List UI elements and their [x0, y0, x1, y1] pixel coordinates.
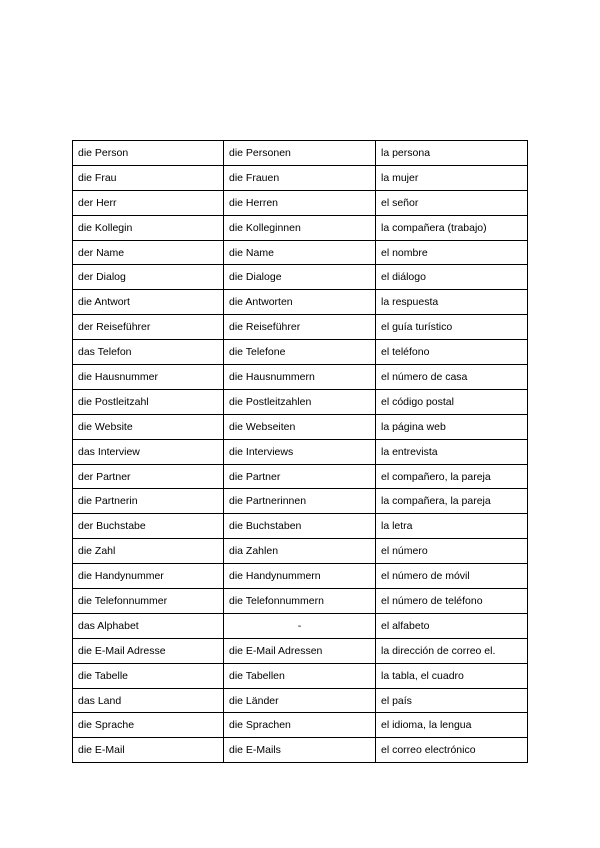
table-row [73, 489, 528, 514]
translation-cell: la dirección de correo el. [376, 638, 528, 663]
plural-cell: die Partner [224, 464, 376, 489]
plural-cell: dia Zahlen [224, 539, 376, 564]
translation-cell: la compañera, la pareja [376, 489, 528, 514]
singular-cell: die Handynummer [73, 564, 224, 589]
singular-cell: die Partnerin [73, 489, 224, 514]
translation-cell: el diálogo [376, 265, 528, 290]
translation-cell: la compañera (trabajo) [376, 215, 528, 240]
plural-cell: die Telefonnummern [224, 589, 376, 614]
singular-cell: der Herr [73, 190, 224, 215]
translation-cell: la entrevista [376, 439, 528, 464]
singular-cell: das Alphabet [73, 613, 224, 638]
translation-cell: el alfabeto [376, 613, 528, 638]
translation-cell: el guía turístico [376, 315, 528, 340]
table-row [73, 389, 528, 414]
translation-cell: la tabla, el cuadro [376, 663, 528, 688]
table-row [73, 340, 528, 365]
table-row [73, 414, 528, 439]
table-row [73, 638, 528, 663]
table-row [73, 539, 528, 564]
table-row [73, 688, 528, 713]
table-row [73, 439, 528, 464]
table-row [73, 365, 528, 390]
singular-cell: der Reiseführer [73, 315, 224, 340]
plural-cell: die Name [224, 240, 376, 265]
translation-cell: el número de móvil [376, 564, 528, 589]
translation-cell: el compañero, la pareja [376, 464, 528, 489]
plural-cell: die Sprachen [224, 713, 376, 738]
vocabulary-table-body [73, 141, 528, 763]
table-row [73, 464, 528, 489]
singular-cell: die Antwort [73, 290, 224, 315]
plural-cell: - [224, 613, 376, 638]
translation-cell: el número de casa [376, 365, 528, 390]
plural-cell: die Webseiten [224, 414, 376, 439]
singular-cell: der Partner [73, 464, 224, 489]
table-row [73, 713, 528, 738]
singular-cell: die Zahl [73, 539, 224, 564]
plural-cell: die Dialoge [224, 265, 376, 290]
translation-cell: el número de teléfono [376, 589, 528, 614]
singular-cell: der Buchstabe [73, 514, 224, 539]
singular-cell: die Person [73, 141, 224, 166]
vocabulary-table [72, 140, 528, 763]
plural-cell: die Länder [224, 688, 376, 713]
plural-cell: die E-Mail Adressen [224, 638, 376, 663]
plural-cell: die Partnerinnen [224, 489, 376, 514]
plural-cell: die Frauen [224, 165, 376, 190]
table-row [73, 265, 528, 290]
plural-cell: die Reiseführer [224, 315, 376, 340]
singular-cell: die E-Mail [73, 738, 224, 763]
table-row [73, 165, 528, 190]
plural-cell: die Personen [224, 141, 376, 166]
translation-cell: la respuesta [376, 290, 528, 315]
singular-cell: die Sprache [73, 713, 224, 738]
table-row [73, 141, 528, 166]
table-row [73, 514, 528, 539]
table-row [73, 613, 528, 638]
translation-cell: el código postal [376, 389, 528, 414]
table-row [73, 589, 528, 614]
translation-cell: el señor [376, 190, 528, 215]
translation-cell: el país [376, 688, 528, 713]
singular-cell: die Frau [73, 165, 224, 190]
singular-cell: der Name [73, 240, 224, 265]
translation-cell: el nombre [376, 240, 528, 265]
translation-cell: el teléfono [376, 340, 528, 365]
singular-cell: das Land [73, 688, 224, 713]
plural-cell: die Interviews [224, 439, 376, 464]
plural-cell: die Antworten [224, 290, 376, 315]
translation-cell: el correo electrónico [376, 738, 528, 763]
table-row [73, 290, 528, 315]
singular-cell: die Website [73, 414, 224, 439]
plural-cell: die Handynummern [224, 564, 376, 589]
plural-cell: die Telefone [224, 340, 376, 365]
singular-cell: die Telefonnummer [73, 589, 224, 614]
singular-cell: das Interview [73, 439, 224, 464]
translation-cell: la página web [376, 414, 528, 439]
translation-cell: el idioma, la lengua [376, 713, 528, 738]
table-row [73, 190, 528, 215]
singular-cell: die E-Mail Adresse [73, 638, 224, 663]
table-row [73, 315, 528, 340]
table-row [73, 663, 528, 688]
plural-cell: die Kolleginnen [224, 215, 376, 240]
singular-cell: das Telefon [73, 340, 224, 365]
table-row [73, 240, 528, 265]
singular-cell: die Hausnummer [73, 365, 224, 390]
singular-cell: der Dialog [73, 265, 224, 290]
translation-cell: la persona [376, 141, 528, 166]
plural-cell: die Tabellen [224, 663, 376, 688]
plural-cell: die Postleitzahlen [224, 389, 376, 414]
plural-cell: die Buchstaben [224, 514, 376, 539]
plural-cell: die Hausnummern [224, 365, 376, 390]
singular-cell: die Postleitzahl [73, 389, 224, 414]
translation-cell: el número [376, 539, 528, 564]
table-row [73, 215, 528, 240]
plural-cell: die E-Mails [224, 738, 376, 763]
plural-cell: die Herren [224, 190, 376, 215]
singular-cell: die Tabelle [73, 663, 224, 688]
table-row [73, 738, 528, 763]
translation-cell: la letra [376, 514, 528, 539]
singular-cell: die Kollegin [73, 215, 224, 240]
table-row [73, 564, 528, 589]
translation-cell: la mujer [376, 165, 528, 190]
